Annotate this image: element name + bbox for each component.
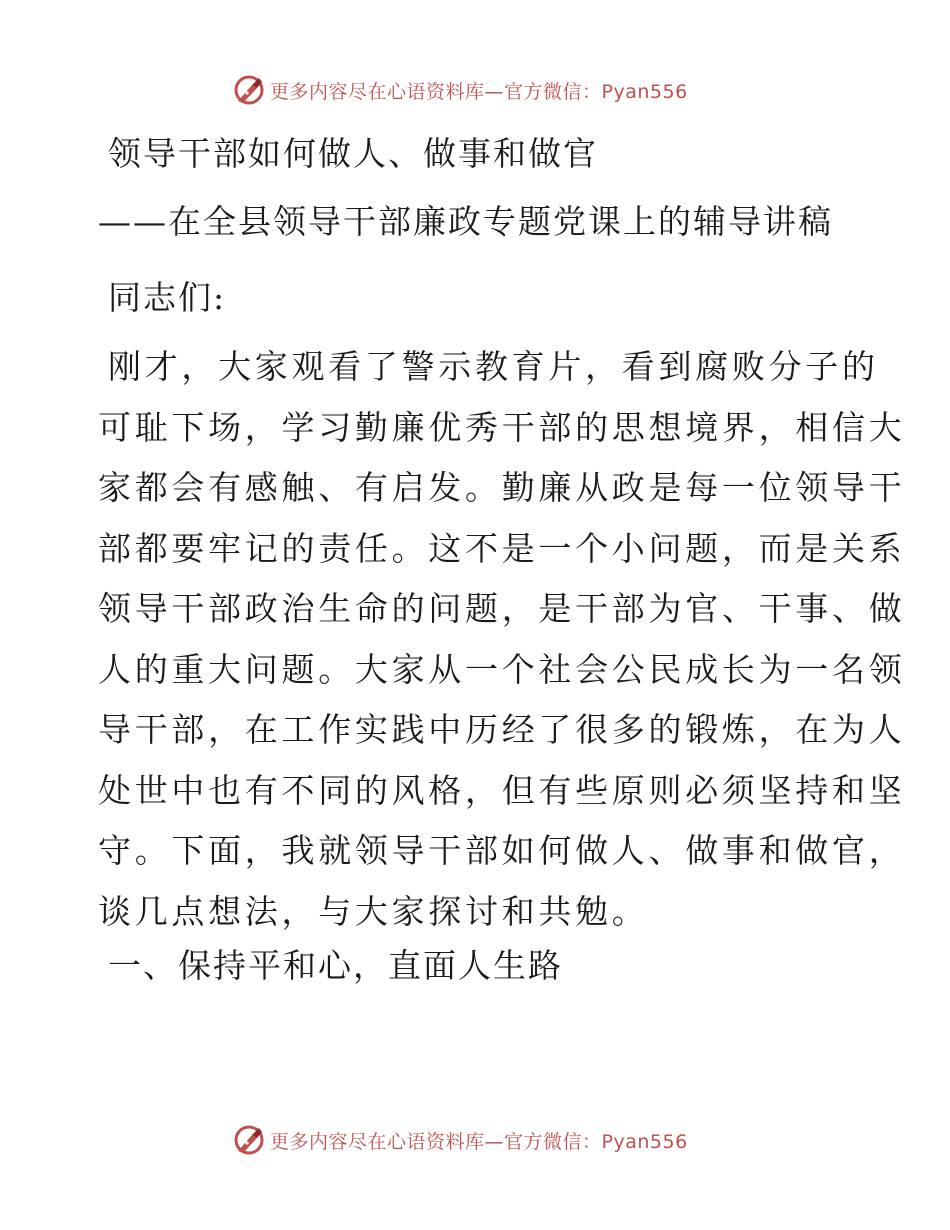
paragraph-line: 人的重大问题。大家从一个社会公民成长为一名领 <box>98 649 906 689</box>
paragraph-line: 领导干部政治生命的问题，是干部为官、干事、做 <box>98 589 906 628</box>
paragraph-line: 处世中也有不同的风格，但有些原则必须坚持和坚 <box>98 770 906 810</box>
pen-logo-icon <box>232 73 266 107</box>
section-heading-1: 一、保持平和心，直面人生路 <box>108 946 563 985</box>
watermark-header <box>232 72 752 108</box>
salutation: 同志们: <box>108 278 227 317</box>
paragraph-line: 谈几点想法，与大家探讨和共勉。 <box>98 891 649 931</box>
paragraph-line: 可耻下场，学习勤廉优秀干部的思想境界，相信大 <box>98 407 906 447</box>
watermark-separator: — <box>484 80 505 103</box>
watermark-brand: 更多内容尽在心语资料库 <box>270 80 485 103</box>
watermark-brand: 更多内容尽在心语资料库 <box>270 1130 485 1153</box>
paragraph-line: 导干部，在工作实践中历经了很多的锻炼，在为人 <box>98 710 906 749</box>
document-title: 领导干部如何做人、做事和做官 <box>108 134 598 173</box>
paragraph-line: 刚才，大家观看了警示教育片，看到腐败分子的 <box>108 347 879 386</box>
watermark-text <box>270 77 688 104</box>
document-subtitle: ——在全县领导干部廉政专题党课上的辅导讲稿 <box>98 202 833 241</box>
watermark-separator: — <box>484 1130 505 1153</box>
paragraph-line: 守。下面，我就领导干部如何做人、做事和做官， <box>98 831 906 870</box>
pen-logo-icon <box>232 1123 266 1157</box>
paragraph-line: 家都会有感触、有启发。勤廉从政是每一位领导干 <box>98 468 906 507</box>
watermark-text <box>270 1127 688 1154</box>
watermark-footer <box>232 1122 752 1158</box>
paragraph-line: 部都要牢记的责任。这不是一个小问题，而是关系 <box>98 528 906 568</box>
watermark-contact: 官方微信：Pyan556 <box>504 80 688 103</box>
paragraph-intro <box>98 337 906 942</box>
watermark-contact: 官方微信：Pyan556 <box>504 1130 688 1153</box>
